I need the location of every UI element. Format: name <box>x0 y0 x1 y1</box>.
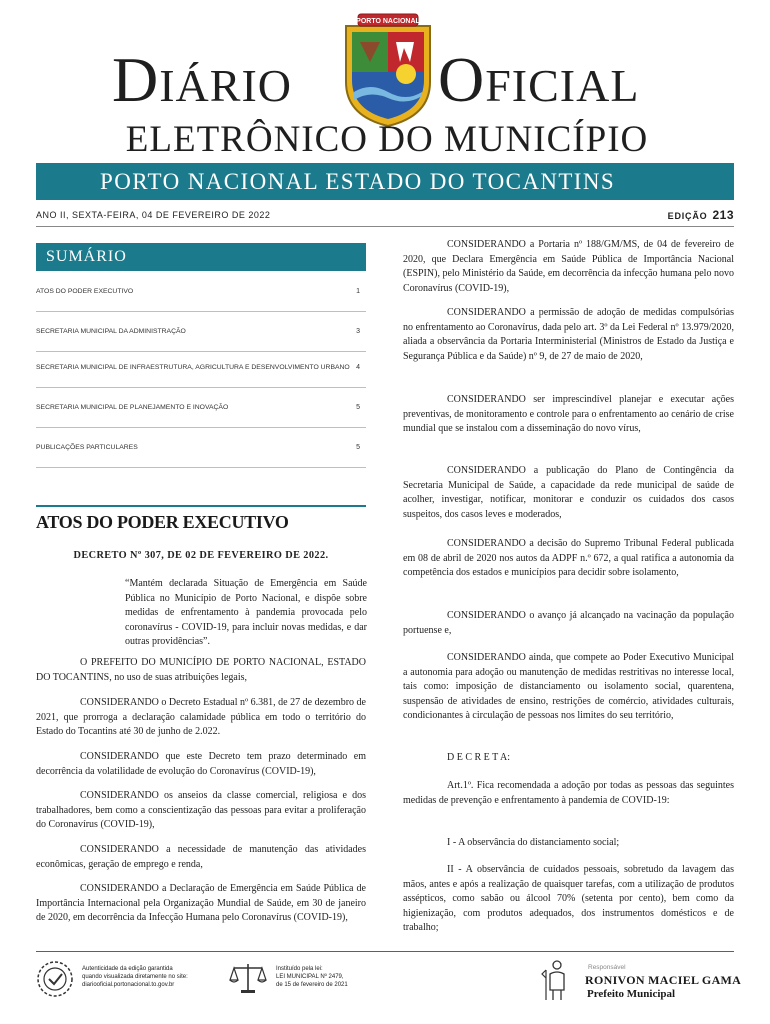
masthead-title-oficial <box>438 44 688 115</box>
right-paragraph: CONSIDERANDO ser imprescindível planejar e executar ações preventivas, de monitoramento e controle para o enfrentamento ao cenário de crise mundial que se instalou com a disseminação do novo vírus, <box>403 394 734 435</box>
toc-item-planejamento[interactable] <box>36 388 366 428</box>
toc-item-page: 5 <box>356 404 360 411</box>
responsible-label: Responsável <box>588 964 626 971</box>
title-initial-o: O <box>438 44 486 115</box>
responsible-role: Prefeito Municipal <box>587 988 676 1000</box>
authenticity-seal-icon <box>36 960 74 998</box>
municipality-banner <box>36 163 734 200</box>
toc-item-label: SECRETARIA MUNICIPAL DE INFRAESTRUTURA, AGRICULTURA E DESENVOLVIMENTO URBANO <box>36 364 350 371</box>
left-paragraph: CONSIDERANDO que este Decreto tem prazo determinado em decorrência da volatilidade de evolução do Coronavírus (COVID-19), <box>36 751 366 777</box>
toc-item-administracao[interactable] <box>36 312 366 352</box>
article-1-item-i: I - A observância do distanciamento social; <box>447 837 620 848</box>
issue-date: ANO II, SEXTA-FEIRA, 04 DE FEVEREIRO DE 2022 <box>36 210 271 220</box>
toc-item-page: 5 <box>356 444 360 451</box>
right-paragraph: CONSIDERANDO o avanço já alcançado na vacinação da população portuense e, <box>403 610 734 636</box>
left-paragraph: CONSIDERANDO a necessidade de manutenção das atividades econômicas, geração de emprego e renda, <box>36 844 366 870</box>
scales-of-justice-icon <box>228 960 268 996</box>
authenticity-line-1: Autenticidade da edição garantida <box>82 966 173 972</box>
edition-block <box>668 208 734 222</box>
decreta-heading: D E C R E T A: <box>447 752 510 763</box>
decree-title: DECRETO Nº 307, DE 02 DE FEVEREIRO DE 2022. <box>73 550 329 561</box>
sumario-heading <box>36 243 366 271</box>
edition-label: EDIÇÃO <box>667 211 708 221</box>
toc-item-page: 1 <box>356 288 360 295</box>
title-rest-ficial: FICIAL <box>485 60 640 111</box>
right-paragraph: CONSIDERANDO ainda, que compete ao Poder Executivo Municipal a autonomia para adoção ou manutenção de medidas restritivas no interesse local, tais como: imposição de distanciamento ou isolamento social, quarentena, suspensão de atividades de ensino, restrições de comércio, atividades culturais, condicionantes à circulação de pessoas nos limites do seu território, <box>403 652 734 722</box>
left-paragraph: CONSIDERANDO a Declaração de Emergência em Saúde Pública de Importância Internacional pela Organização Mundial de Saúde, em 30 de janeiro de 2020, em decorrência da Infecção Humana pelo Coronavírus (COVID-19), <box>36 883 366 924</box>
masthead-title-diario <box>112 44 344 115</box>
toc-item-page: 3 <box>356 328 360 335</box>
issue-meta-line <box>36 208 734 222</box>
right-paragraph: CONSIDERANDO a permissão de adoção de medidas compulsórias no enfrentamento ao Coronavírus, dada pelo art. 3º da Lei Federal nº 13.979/2020, aliada a observância da Portaria Interministerial (Ministros de Estado da Justiça e Segurança Pública e da Saúde) nº 9, de 27 de maio de 2020, <box>403 307 734 362</box>
toc-item-atos[interactable] <box>36 272 366 312</box>
right-paragraph: CONSIDERANDO a publicação do Plano de Contingência da Secretaria Municipal de Saúde, a capacidade da rede municipal de saúde de acolher, investigar, notificar, monitorar e conduzir os cuidados dos casos suspeitos, dos casos leves e moderados, <box>403 465 734 520</box>
toc-item-infraestrutura[interactable] <box>36 348 366 388</box>
decree-ementa: “Mantém declarada Situação de Emergência em Saúde Pública no Município de Porto Nacional, e dispõe sobre medidas de enfrentamento à pandemia provocada pelo coronavírus - COVID-19, para incluir novas medidas, e dar outras providências”. <box>125 578 367 648</box>
toc-item-label: SECRETARIA MUNICIPAL DA ADMINISTRAÇÃO <box>36 328 186 335</box>
footer-rule <box>36 951 734 952</box>
title-rest-iario: IÁRIO <box>159 60 292 111</box>
banner-text: PORTO NACIONAL ESTADO DO TOCANTINS <box>100 168 616 194</box>
right-paragraph: CONSIDERANDO a Portaria nº 188/GM/MS, de 04 de fevereiro de 2020, que Declara Emergência em Saúde Pública de Importância Nacional (ESPIN), pelo Ministério da Saúde, em decorrência da infecção humana pelo novo Coronavírus (COVID-19), <box>403 239 734 294</box>
article-1: Art.1º. Fica recomendada a adoção por todas as pessoas das seguintes medidas de prevenção e enfrentamento à pandemia de COVID-19: <box>403 780 734 806</box>
title-initial-d: D <box>112 44 160 115</box>
sumario-heading-text: SUMÁRIO <box>46 248 127 265</box>
section-rule <box>36 505 366 507</box>
right-paragraph: CONSIDERANDO a decisão do Supremo Tribunal Federal publicada em 08 de abril de 2020 nos autos da ADPF n.º 672, a qual ratifica a autonomia da competência dos estados e municípios para decidir sobre isolamento, <box>403 538 734 579</box>
toc-item-page: 4 <box>356 364 360 371</box>
section-title: ATOS DO PODER EXECUTIVO <box>36 512 289 532</box>
left-paragraph: CONSIDERANDO o Decreto Estadual nº 6.381, de 27 de dezembro de 2021, que prorroga a declaração calamidade pública em todo o território do Estado do Tocantins até 30 de junho de 2.022. <box>36 697 366 738</box>
authenticity-line-2: quando visualizada diretamente no site: <box>82 974 188 980</box>
mayor-figure-icon <box>540 958 574 1002</box>
left-paragraph: O PREFEITO DO MUNICÍPIO DE PORTO NACIONAL, ESTADO DO TOCANTINS, no uso de suas atribuições legais, <box>36 657 366 683</box>
masthead-subtitle: ELETRÔNICO DO MUNICÍPIO <box>125 119 649 160</box>
toc-item-label: ATOS DO PODER EXECUTIVO <box>36 288 134 295</box>
banner-notch <box>36 163 56 200</box>
crest-ribbon-text: PORTO NACIONAL <box>356 18 420 25</box>
toc-item-label: SECRETARIA MUNICIPAL DE PLANEJAMENTO E INOVAÇÃO <box>36 404 229 411</box>
toc-item-publicacoes[interactable] <box>36 428 366 468</box>
left-paragraph: CONSIDERANDO os anseios da classe comercial, religiosa e dos trabalhadores, bem como a conscientização das pessoas para evitar a proliferação do Coronavírus (COVID-19), <box>36 790 366 831</box>
edition-number: 213 <box>712 208 734 222</box>
municipal-crest-logo <box>340 12 436 128</box>
law-line-2: LEI MUNICIPAL Nº 2479, <box>276 974 344 980</box>
meta-divider <box>36 226 734 227</box>
toc-item-label: PUBLICAÇÕES PARTICULARES <box>36 444 138 451</box>
responsible-name: RONIVON MACIEL GAMA <box>585 973 742 987</box>
article-1-item-ii: II - A observância de cuidados pessoais, sobretudo da lavagem das mãos, antes e após a realização de quaisquer tarefas, com a utilização de produtos assépticos, como sabão ou álcool 70% (setenta por cento), bem como da higienização, com produtos adequados, dos instrumentos domésticos e de trabalho; <box>403 864 734 934</box>
law-note <box>276 965 348 989</box>
law-line-1: Instituído pela lei: <box>276 966 323 972</box>
law-line-3: de 15 de fevereiro de 2021 <box>276 982 348 988</box>
authenticity-url[interactable]: diariooficial.portonacional.to.gov.br <box>82 982 175 988</box>
authenticity-note <box>82 965 188 989</box>
